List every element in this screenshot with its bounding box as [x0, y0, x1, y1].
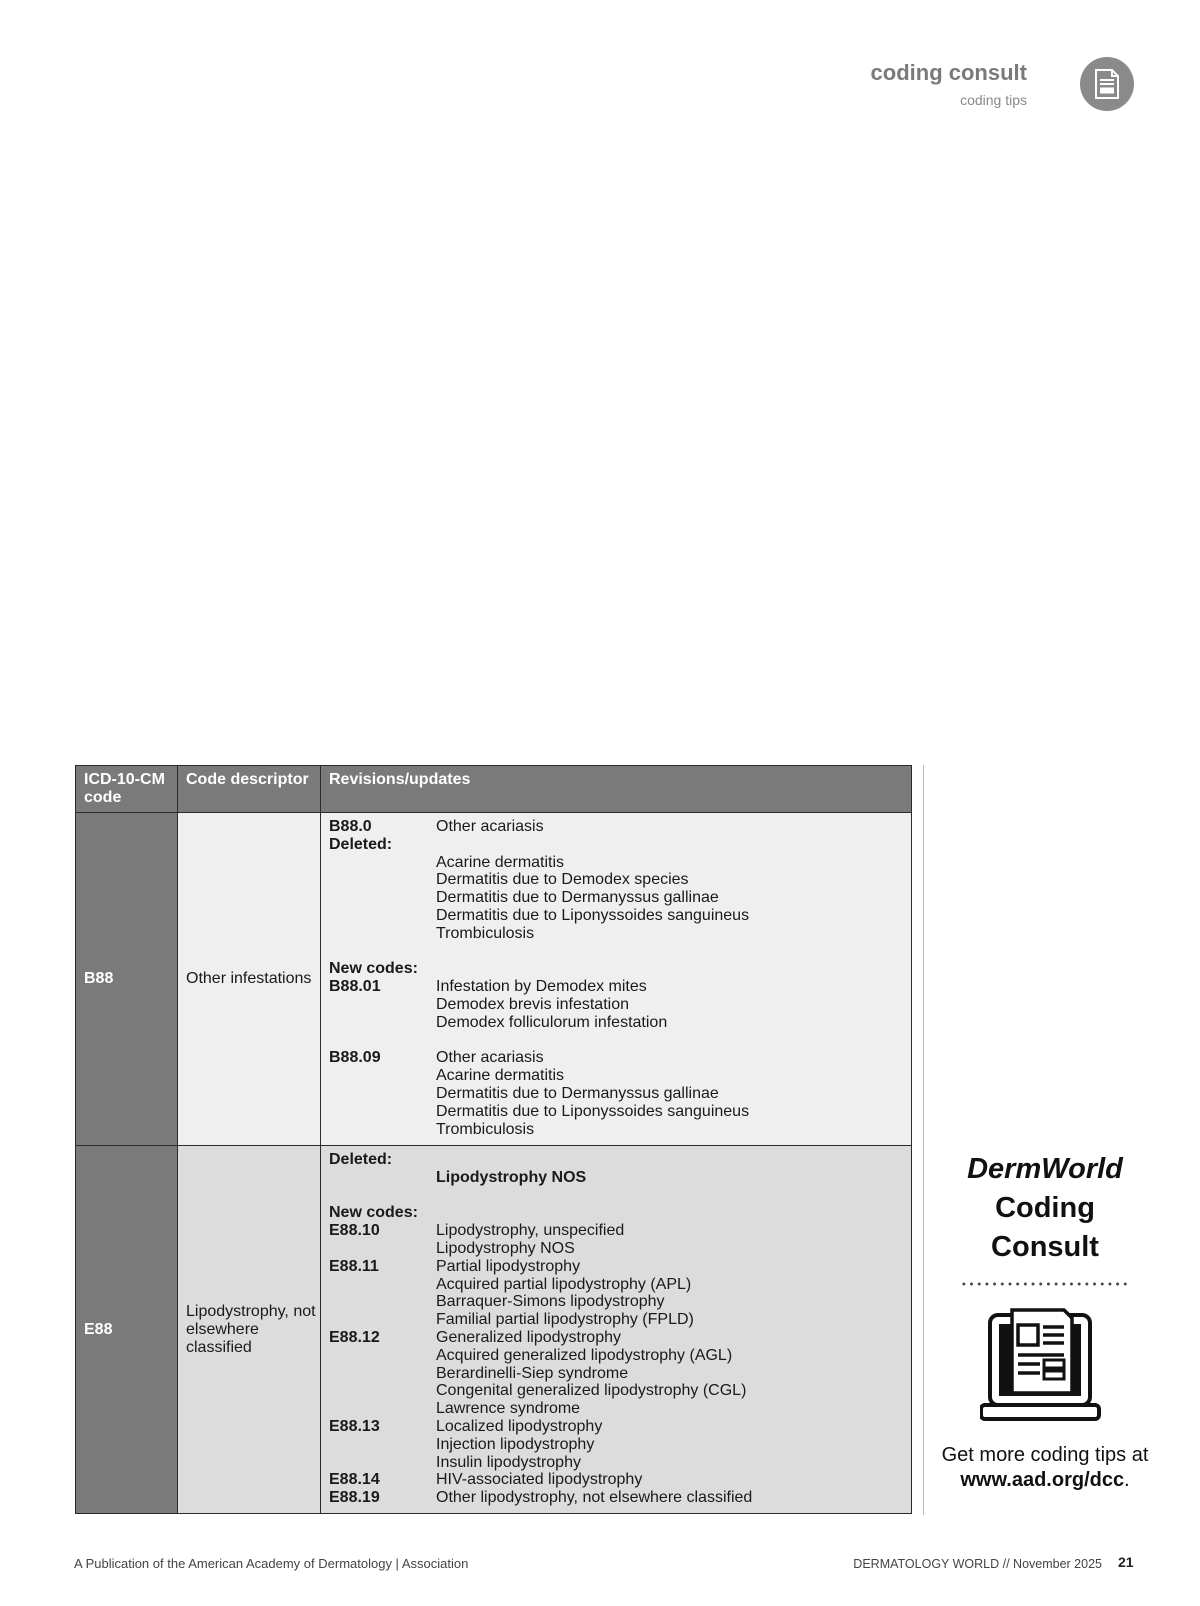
revision-code: [329, 1311, 436, 1329]
revision-text: [436, 1032, 903, 1050]
revisions-list: [321, 1146, 912, 1514]
header-code-descriptor: Code descriptor: [178, 766, 321, 813]
sidebar-title-line: DermWorld: [967, 1153, 1123, 1185]
revision-text: [436, 960, 903, 978]
revision-line: [329, 1471, 903, 1489]
revision-text: Berardinelli-Siep syndrome: [436, 1364, 629, 1382]
table-row: [76, 1146, 912, 1514]
revision-text: [436, 1151, 903, 1169]
revision-text: Localized lipodystrophy: [436, 1417, 603, 1435]
dotted-divider: [960, 1282, 1130, 1286]
revision-code: [329, 1014, 436, 1032]
revision-line: [329, 1311, 903, 1329]
revision-line: [329, 1276, 903, 1294]
revision-text: Generalized lipodystrophy: [436, 1328, 621, 1346]
revision-text: Other lipodystrophy, not elsewhere classified: [436, 1489, 753, 1507]
sidebar-title-line: Consult: [991, 1231, 1099, 1263]
revision-code: [329, 1400, 436, 1418]
laptop-newsletter-icon: [980, 1305, 1110, 1435]
revision-text: Insulin lipodystrophy: [436, 1453, 581, 1471]
revision-line: [329, 943, 903, 961]
revision-code: [329, 907, 436, 925]
revision-text: Partial lipodystrophy: [436, 1257, 581, 1275]
revision-line: [329, 1085, 903, 1103]
revision-text: Trombiculosis: [436, 924, 535, 942]
column-divider: [923, 765, 924, 1515]
revision-line: [329, 1454, 903, 1472]
revision-text: Dermatitis due to Liponyssoides sanguineus: [436, 906, 750, 924]
revision-line: [329, 1240, 903, 1258]
revision-line: [329, 889, 903, 907]
sidebar-text: [940, 1443, 1150, 1493]
sidebar-text-suffix: .: [1124, 1469, 1130, 1491]
revision-text: [436, 943, 903, 961]
code-descriptor: Lipodystrophy, not elsewhere classified: [178, 1146, 321, 1514]
revision-code: [329, 1276, 436, 1294]
page-number: 21: [1118, 1554, 1134, 1570]
revision-line: [329, 1400, 903, 1418]
revision-line: [329, 1204, 903, 1222]
revision-code: [329, 1103, 436, 1121]
revision-line: [329, 1329, 903, 1347]
revision-line: [329, 836, 903, 854]
revision-code: B88.01: [329, 978, 381, 996]
revision-code: E88.11: [329, 1257, 379, 1275]
icd-code: B88: [76, 813, 178, 1146]
revision-code: Deleted:: [329, 1151, 393, 1168]
revision-code: E88.13: [329, 1417, 380, 1435]
revision-code: E88.12: [329, 1328, 380, 1346]
revision-code: [329, 1347, 436, 1365]
revision-text: Trombiculosis: [436, 1120, 535, 1138]
revision-code: [329, 996, 436, 1014]
table-row: [76, 813, 912, 1146]
revision-line: [329, 1151, 903, 1169]
revision-line: [329, 1121, 903, 1139]
revision-text: [436, 1204, 903, 1222]
revision-text: Acquired generalized lipodystrophy (AGL): [436, 1346, 733, 1364]
revision-code: [329, 1067, 436, 1085]
revision-code: New codes:: [329, 1204, 418, 1222]
revision-text: Dermatitis due to Dermanyssus gallinae: [436, 1084, 719, 1102]
document-icon: [1080, 57, 1134, 111]
section-title: coding consult: [870, 60, 1027, 85]
revision-text: Barraquer-Simons lipodystrophy: [436, 1293, 665, 1311]
revision-code: [329, 854, 436, 872]
revision-line: [329, 871, 903, 889]
issue-info: DERMATOLOGY WORLD // November 2025: [853, 1557, 1102, 1571]
section-subtitle: coding tips: [960, 92, 1027, 108]
revision-code: E88.19: [329, 1489, 380, 1507]
revision-text: Other acariasis: [436, 1049, 544, 1067]
revision-line: [329, 907, 903, 925]
icd-code: E88: [76, 1146, 178, 1514]
revision-text: [436, 836, 903, 854]
revision-text: Lipodystrophy NOS: [436, 1168, 587, 1186]
revision-code: [329, 1032, 436, 1050]
revision-line: [329, 1187, 903, 1205]
sidebar-link[interactable]: www.aad.org/dcc: [960, 1469, 1125, 1491]
revision-line: [329, 1049, 903, 1067]
revision-text: Demodex folliculorum infestation: [436, 1013, 668, 1031]
revision-text: Infestation by Demodex mites: [436, 978, 647, 996]
revision-code: B88.0: [329, 818, 372, 835]
revision-code: B88.09: [329, 1049, 381, 1067]
revision-code: [329, 1454, 436, 1472]
revision-line: [329, 1169, 903, 1187]
revision-text: Lipodystrophy, unspecified: [436, 1222, 625, 1240]
revision-code: [329, 1365, 436, 1383]
revision-text: Acquired partial lipodystrophy (APL): [436, 1275, 692, 1293]
revision-code: [329, 1121, 436, 1139]
revision-line: [329, 1014, 903, 1032]
revision-code: [329, 943, 436, 961]
revision-line: [329, 960, 903, 978]
revision-code: [329, 1085, 436, 1103]
icd-code-table: [75, 765, 912, 1514]
revision-line: [329, 1103, 903, 1121]
revision-text: Lawrence syndrome: [436, 1400, 581, 1418]
revision-code: [329, 889, 436, 907]
header-icd-code: ICD-10-CM code: [76, 766, 178, 813]
revision-line: [329, 1382, 903, 1400]
revisions-list: [321, 813, 912, 1146]
revision-text: [436, 1187, 903, 1205]
revision-text: Dermatitis due to Demodex species: [436, 871, 689, 889]
revision-code: Deleted:: [329, 835, 393, 853]
revision-text: Demodex brevis infestation: [436, 995, 629, 1013]
revision-line: [329, 978, 903, 996]
revision-line: [329, 1067, 903, 1085]
revision-code: [329, 1293, 436, 1311]
revision-code: [329, 1187, 436, 1205]
sidebar-title-line: Coding: [995, 1192, 1095, 1224]
revision-text: Acarine dermatitis: [436, 1067, 565, 1085]
revision-text: Familial partial lipodystrophy (FPLD): [436, 1311, 694, 1329]
revision-line: [329, 1436, 903, 1454]
revision-line: [329, 1293, 903, 1311]
revision-line: [329, 925, 903, 943]
revision-line: [329, 1258, 903, 1276]
header-revisions: Revisions/updates: [321, 766, 912, 813]
revision-line: [329, 1222, 903, 1240]
revision-code: E88.10: [329, 1222, 380, 1240]
sidebar-title: [940, 1150, 1150, 1267]
revision-line: [329, 996, 903, 1014]
revision-code: [329, 1240, 436, 1258]
revision-line: [329, 1489, 903, 1507]
revision-line: [329, 854, 903, 872]
revision-text: Acarine dermatitis: [436, 853, 565, 871]
revision-line: [329, 1365, 903, 1383]
revision-code: [329, 1382, 436, 1400]
table-header-row: [76, 766, 912, 813]
revision-code: [329, 871, 436, 889]
revision-text: HIV-associated lipodystrophy: [436, 1471, 643, 1489]
revision-code: [329, 1169, 436, 1187]
revision-text: Injection lipodystrophy: [436, 1435, 595, 1453]
revision-text: Lipodystrophy NOS: [436, 1239, 575, 1257]
code-descriptor: Other infestations: [178, 813, 321, 1146]
sidebar-text-prefix: Get more coding tips at: [941, 1444, 1149, 1466]
revision-text: Dermatitis due to Liponyssoides sanguineus: [436, 1102, 750, 1120]
revision-code: [329, 1436, 436, 1454]
revision-code: E88.14: [329, 1471, 380, 1489]
revision-text: Congenital generalized lipodystrophy (CGL): [436, 1382, 747, 1400]
revision-text: Dermatitis due to Dermanyssus gallinae: [436, 889, 719, 907]
revision-line: [329, 1418, 903, 1436]
revision-code: [329, 925, 436, 943]
revision-line: [329, 818, 903, 836]
revision-line: [329, 1032, 903, 1050]
revision-line: [329, 1347, 903, 1365]
revision-text: Other acariasis: [436, 818, 544, 835]
publication-credit: A Publication of the American Academy of Dermatology | Association: [74, 1556, 469, 1571]
revision-code: New codes:: [329, 960, 418, 978]
